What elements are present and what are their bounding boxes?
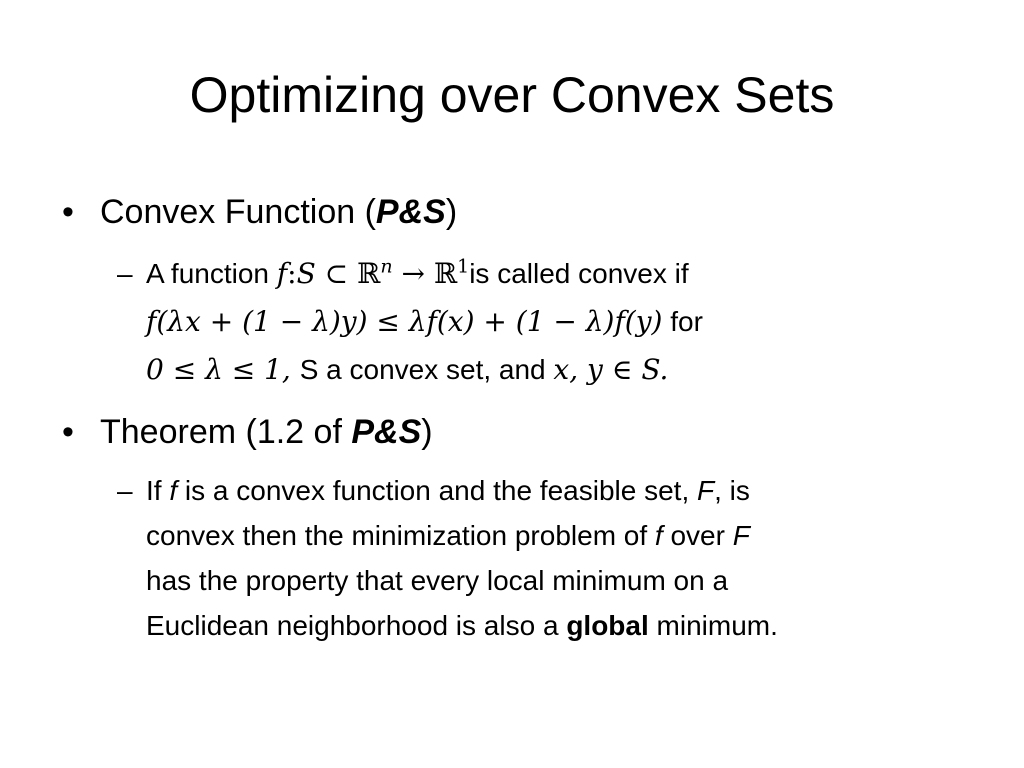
definition-line-3 [117,346,997,394]
theorem-text: minimum. [648,610,778,641]
theorem-text: over [662,520,733,551]
sub-bullet-dash: – [117,258,133,289]
math-reals-n: ℝ [357,257,381,290]
theorem-line-1 [117,468,997,513]
slide-title: Optimizing over Convex Sets [189,67,835,123]
theorem-line-4 [117,603,997,648]
bullet-theorem [62,410,433,454]
definition-for: for [662,306,703,337]
bullet-close: ) [421,413,433,451]
bullet-dot: • [62,413,74,451]
theorem-text: Euclidean neighborhood is also a [146,610,567,641]
math-function-signature [277,257,469,290]
theorem-global-bold: global [566,610,649,641]
bullet-text: Theorem (1.2 of [100,413,352,451]
theorem-F: F [697,475,715,506]
theorem-F: F [732,520,750,551]
math-subset: ⊂ [315,257,358,290]
sub-bullet-dash: – [117,475,133,506]
bullet-emphasis: P&S [351,413,422,451]
math-membership: x, y ∈ S. [553,353,669,386]
math-exponent-1: 1 [457,255,470,278]
math-colon: : [287,257,297,290]
theorem-line-2 [117,513,997,558]
definition-tail: is called convex if [469,258,689,289]
theorem-text: If [146,475,170,506]
sub-bullet-theorem-statement [117,468,997,648]
theorem-text: is a convex function and the feasible set, [177,475,697,506]
definition-lead: A function [146,258,277,289]
definition-line-2 [117,298,997,346]
bullet-dot: • [62,193,74,231]
bullet-convex-function [62,190,457,234]
math-f: f [276,257,288,290]
theorem-f: f [654,520,663,551]
math-reals-1: ℝ [433,257,458,290]
math-arrow: → [392,257,434,290]
math-exponent-n: n [380,255,393,278]
theorem-text: convex then the minimization problem of [146,520,655,551]
math-S: S [296,257,316,290]
theorem-line-3: has the property that every local minimum on a [146,565,729,596]
theorem-text: , is [714,475,750,506]
bullet-emphasis: P&S [375,193,446,231]
theorem-f: f [169,475,178,506]
math-convexity-inequality: f(λx + (1 − λ)y) ≤ λf(x) + (1 − λ)f(y) [146,305,663,338]
math-lambda-range: 0 ≤ λ ≤ 1, [146,353,300,386]
bullet-close: ) [445,193,458,231]
sub-bullet-convex-definition [117,250,997,394]
definition-convex-set: S a convex set, and [299,354,554,385]
definition-line-1 [117,250,997,298]
bullet-text: Convex Function ( [100,193,376,231]
